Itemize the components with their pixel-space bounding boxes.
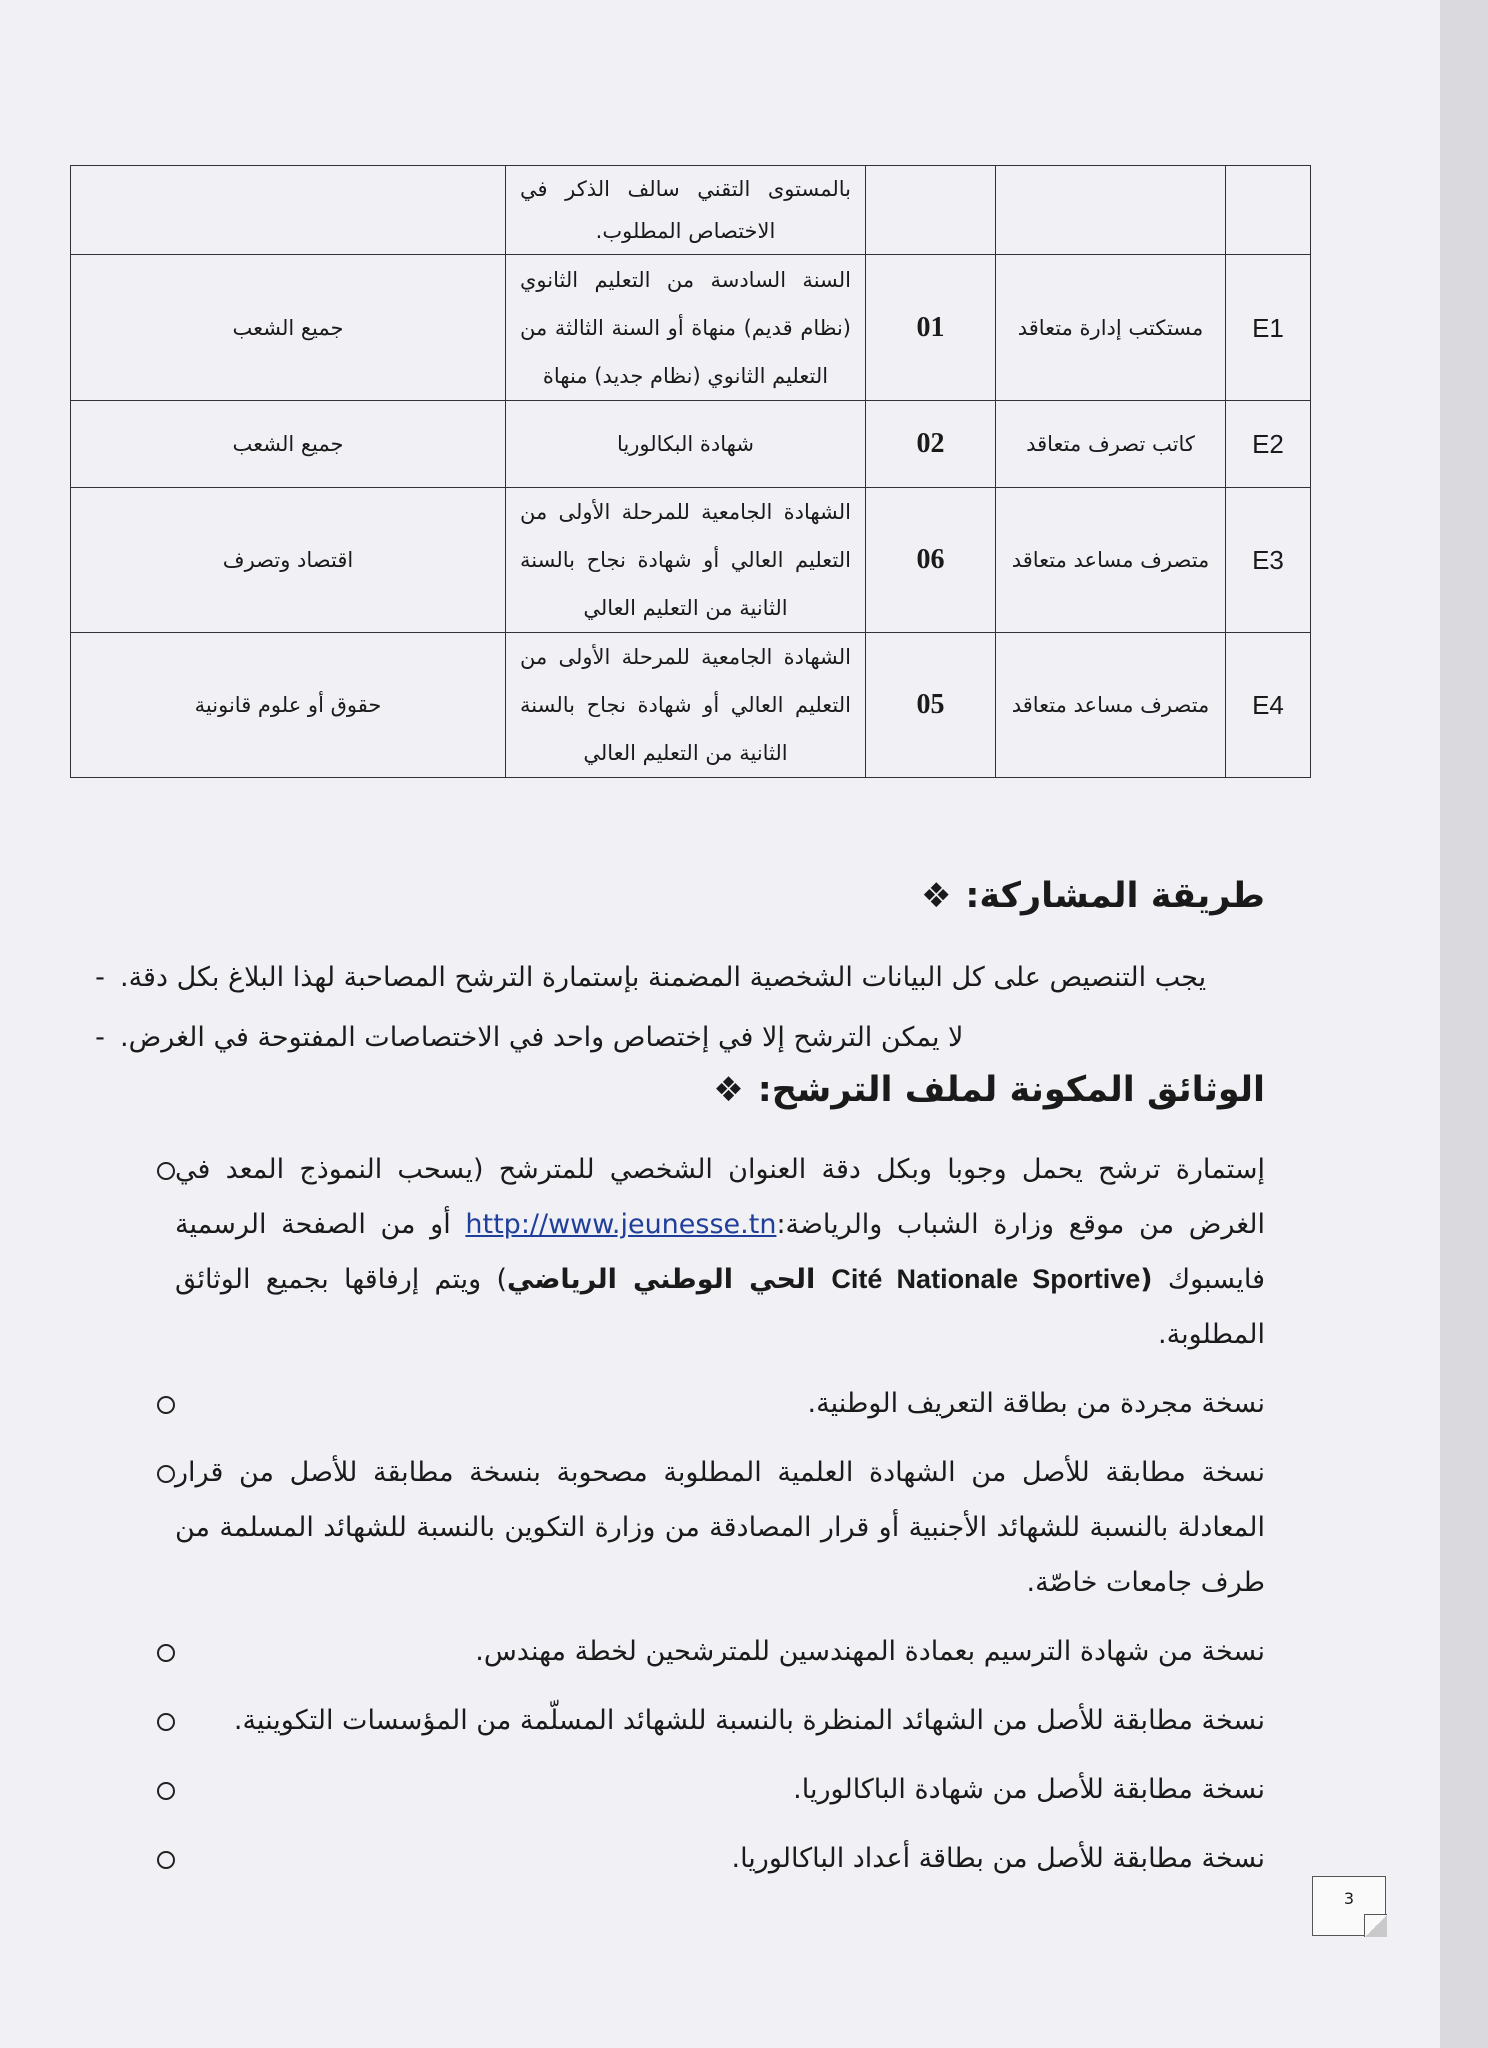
table-row	[71, 633, 1311, 778]
qualification-cell: الشهادة الجامعية للمرحلة الأولى من التعليم العالي أو شهادة نجاح بالسنة الثانية من التعليم العالي	[506, 488, 866, 633]
list-item	[135, 1445, 1265, 1610]
document-text-part: أو من الصفحة الرسمية فايسبوك	[175, 1209, 1265, 1295]
qualification-cell: الشهادة الجامعية للمرحلة الأولى من التعليم العالي أو شهادة نجاح بالسنة الثانية من التعليم العالي	[506, 633, 866, 778]
specialty-cell: اقتصاد وتصرف	[71, 488, 506, 633]
qualification-cell: السنة السادسة من التعليم الثانوي (نظام قديم) منهاة أو السنة الثالثة من التعليم الثانوي (نظام جديد) منهاة	[506, 255, 866, 401]
count-cell: 06	[866, 488, 996, 633]
documents-list	[135, 1142, 1265, 1900]
list-item-text: نسخة مطابقة للأصل من الشهادة العلمية المطلوبة مصحوبة بنسخة مطابقة للأصل من قرار المعادلة بالنسبة للشهائد الأجنبية أو قرار المصادقة من وزارة التكوين بالنسبة للشهائد المسلمة من طرف جامعات خاصّة.	[175, 1457, 1265, 1598]
participation-list	[80, 948, 1280, 1068]
list-item	[135, 1762, 1265, 1817]
circle-bullet-icon	[157, 1396, 175, 1414]
documents-heading-text: الوثائق المكونة لملف الترشح:	[757, 1070, 1265, 1110]
facebook-page-name: (Cité Nationale Sportive الحي الوطني الرياضي	[507, 1264, 1153, 1295]
list-item	[135, 1693, 1265, 1748]
count-cell: 02	[866, 401, 996, 488]
list-item	[80, 1008, 1280, 1068]
dash-bullet-icon: -	[95, 1022, 105, 1053]
title-cell: مستكتب إدارة متعاقد	[996, 255, 1226, 401]
count-cell	[866, 166, 996, 255]
ministry-website-link[interactable]: http://www.jeunesse.tn	[465, 1209, 777, 1240]
dash-bullet-icon: -	[95, 962, 105, 993]
title-cell	[996, 166, 1226, 255]
circle-bullet-icon	[157, 1713, 175, 1731]
documents-heading	[713, 1070, 1265, 1110]
list-item	[80, 948, 1280, 1008]
specialty-cell: جميع الشعب	[71, 255, 506, 401]
code-cell	[1226, 166, 1311, 255]
diamond-bullet-icon: ❖	[920, 876, 952, 916]
participation-heading-text: طريقة المشاركة:	[965, 876, 1265, 916]
facebook-page-arabic-name: الحي الوطني الرياضي	[507, 1264, 832, 1295]
page-number: 3	[1312, 1876, 1386, 1936]
table-row	[71, 255, 1311, 401]
code-cell: E3	[1226, 488, 1311, 633]
list-item-text: نسخة مطابقة للأصل من بطاقة أعداد الباكالوريا.	[731, 1843, 1265, 1874]
table-row	[71, 401, 1311, 488]
circle-bullet-icon	[157, 1465, 175, 1483]
code-cell: E4	[1226, 633, 1311, 778]
list-item-text	[175, 1142, 1265, 1362]
list-item-text: نسخة من شهادة الترسيم بعمادة المهندسين للمترشحين لخطة مهندس.	[475, 1636, 1265, 1667]
count-cell: 05	[866, 633, 996, 778]
title-cell: كاتب تصرف متعاقد	[996, 401, 1226, 488]
code-cell: E1	[1226, 255, 1311, 401]
participation-heading	[921, 876, 1265, 916]
circle-bullet-icon	[157, 1162, 175, 1180]
jobs-table	[70, 165, 1311, 778]
document-text-part: ) ويتم إرفاقها بجميع الوثائق المطلوبة.	[175, 1264, 1265, 1350]
list-item	[135, 1831, 1265, 1886]
count-cell: 01	[866, 255, 996, 401]
specialty-cell	[71, 166, 506, 255]
table-row	[71, 166, 1311, 255]
table-row	[71, 488, 1311, 633]
code-cell: E2	[1226, 401, 1311, 488]
circle-bullet-icon	[157, 1644, 175, 1662]
specialty-cell: حقوق أو علوم قانونية	[71, 633, 506, 778]
list-item-text: نسخة مجردة من بطاقة التعريف الوطنية.	[807, 1388, 1265, 1419]
list-item-text: يجب التنصيص على كل البيانات الشخصية المضمنة بإستمارة الترشح المصاحبة لهذا البلاغ بكل دقة.	[120, 962, 1207, 993]
list-item-text: نسخة مطابقة للأصل من شهادة الباكالوريا.	[793, 1774, 1265, 1805]
list-item-text: لا يمكن الترشح إلا في إختصاص واحد في الاختصاصات المفتوحة في الغرض.	[120, 1022, 964, 1053]
circle-bullet-icon	[157, 1782, 175, 1800]
title-cell: متصرف مساعد متعاقد	[996, 633, 1226, 778]
title-cell: متصرف مساعد متعاقد	[996, 488, 1226, 633]
circle-bullet-icon	[157, 1851, 175, 1869]
list-item	[135, 1376, 1265, 1431]
list-item	[135, 1142, 1265, 1362]
qualification-cell: بالمستوى التقني سالف الذكر في الاختصاص المطلوب.	[506, 166, 866, 255]
diamond-bullet-icon: ❖	[713, 1070, 744, 1110]
facebook-page-latin-name: Cité Nationale Sportive	[831, 1264, 1141, 1294]
qualification-cell: شهادة البكالوريا	[506, 401, 866, 488]
list-item-text: نسخة مطابقة للأصل من الشهائد المنظرة بالنسبة للشهائد المسلّمة من المؤسسات التكوينية.	[233, 1705, 1265, 1736]
document-text-part: إستمارة ترشح يحمل وجوبا وبكل دقة العنوان الشخصي للمترشح (يسحب النموذج المعد في الغرض من موقع وزارة الشباب والرياضة:	[175, 1154, 1266, 1240]
list-item	[135, 1624, 1265, 1679]
specialty-cell: جميع الشعب	[71, 401, 506, 488]
